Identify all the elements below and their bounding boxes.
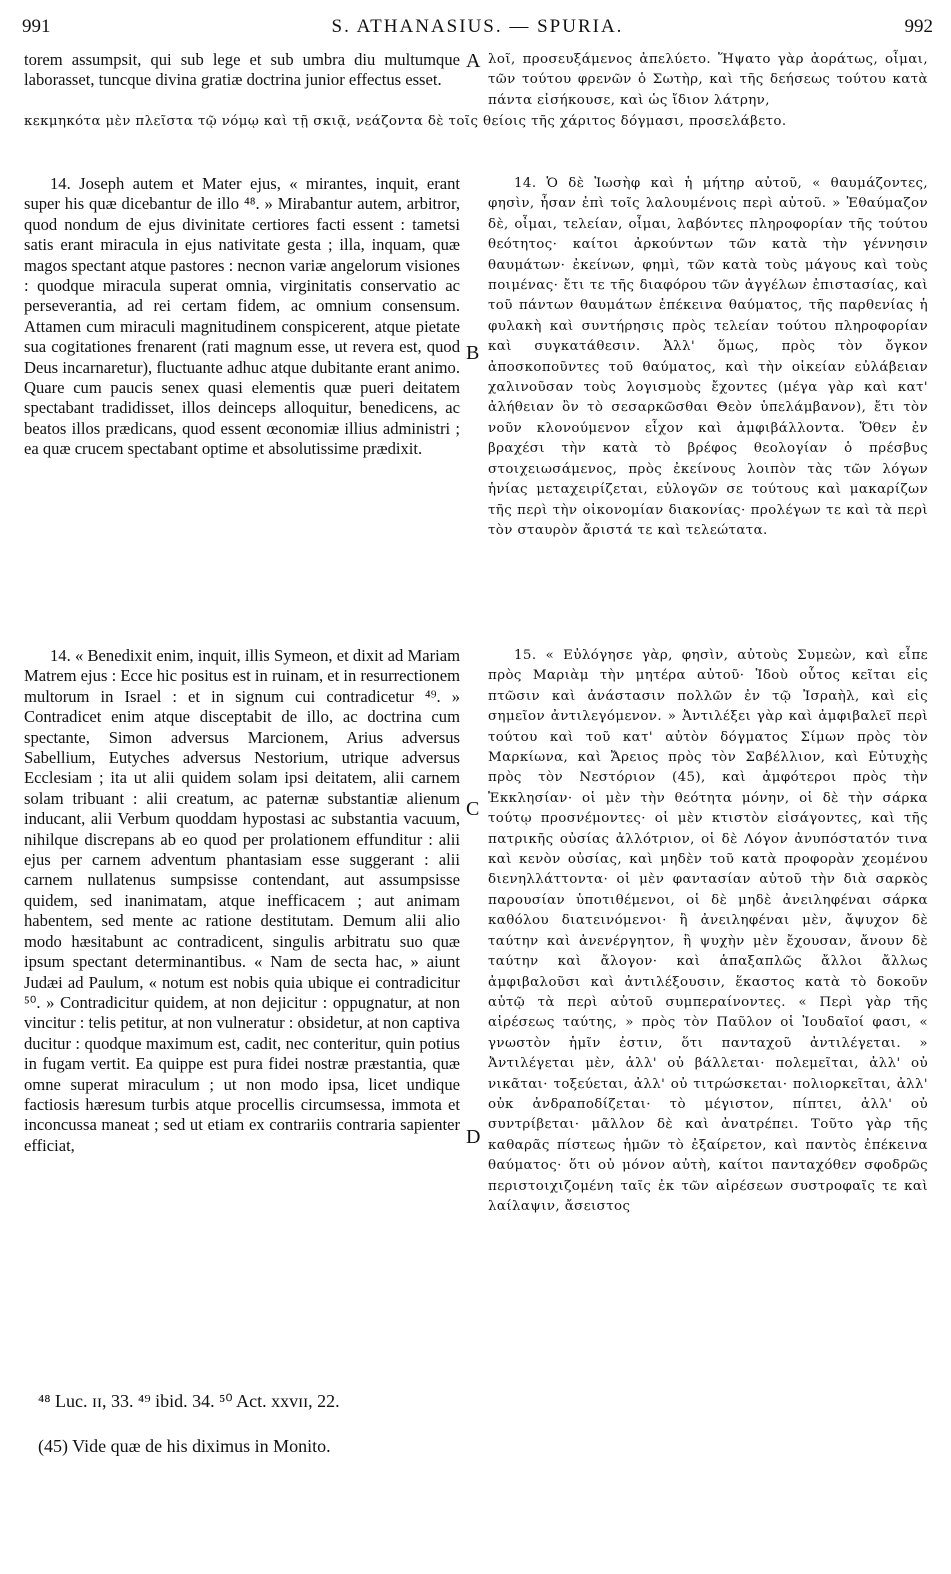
margin-marker-b: B	[466, 342, 480, 364]
greek-full-width-line	[24, 112, 930, 132]
greek-paragraph-top: λοῖ, προσευξάμενος ἀπελύετο. Ἥψατο γὰρ ἀοράτως, οἶμαι, τῶν τούτου φρενῶν ὁ Σωτὴρ, καὶ τῆς δεήσεως τούτου κατὰ πάντα εἰσήκουσε, καὶ ὡς ἴδιον λάτρην,	[488, 52, 928, 108]
margin-marker-d: D	[466, 1126, 481, 1148]
latin-paragraph-top: torem assumpsit, qui sub lege et sub umbra diu multumque laborasset, tuncque divina gratiæ doctrina junior effectus esset.	[24, 50, 460, 90]
greek-section-15-paragraph: 15. « Εὐλόγησε γὰρ, φησὶν, αὐτοὺς Συμεὼν, καὶ εἶπε πρὸς Μαριὰμ τὴν μητέρα αὐτοῦ· Ἰδοὺ οὗτος κεῖται εἰς πτῶσιν καὶ ἀνάστασιν πολλῶν ἐν τῷ Ἰσραὴλ, καὶ εἰς σημεῖον ἀντιλεγόμενον. » Ἀντιλέξει γὰρ καὶ ἀμφιβαλεῖ περὶ τούτου καὶ τοῦ κατ' αὐτὸν δόγματος Σίμων πρὸς τὸν Μαρκίωνα, καὶ Ἄρειος πρὸς τὸν Σαβέλλιον, καὶ Εὐτυχὴς πρὸς τὸν Νεστόριον (45), καὶ ἀμφότεροι πρὸς τὴν Ἐκκλησίαν· οἱ μὲν τὴν θεότητα μόνην, οἱ δὲ τὴν σάρκα τούτῳ προσνέμοντες· οἱ μὲν κτιστὸν εἰσάγοντες, καὶ τῆς πατρικῆς οὐσίας ἀλλότριον, οἱ δὲ Λόγον ἀνυπόστατόν τινα καὶ κενὸν οὐσίας, καὶ μηδὲν τοῦ κατὰ προφορὰν χεομένου διενηλλάττοντα· οἱ μὲν φαντασίαν αὐτοῦ τὴν διὰ σαρκὸς παρουσίαν ὑποτιθέμενοι, οἱ δὲ μηδὲ ἀνειληφέναι σάρκα καθόλου διατεινόμενοι· ἢ ἀνειληφέναι μὲν, ἄψυχον δὲ ταύτην καὶ ἀνενέργητον, ἢ ψυχὴν μὲν ἔχουσαν, ἄνουν δὲ ταύτην καὶ ἄλογον· καὶ ἁπαξαπλῶς ἄλλοι ἄλλως ἀμφιβαλοῦσι καὶ ἀντιλέξουσιν, ἕκαστος κατὰ τὸ δοκοῦν αὐτῷ τὰ περὶ αὐτοῦ συμπεραίνοντες. « Περὶ γὰρ τῆς αἱρέσεως ταύτης, » πρὸς τὸν Παῦλον οἱ Ἰουδαῖοί φασι, « γνωστὸν ἡμῖν ἐστιν, ὅτι πανταχοῦ ἀντιλέγεται. » Ἀντιλέγεται μὲν, ἀλλ' οὐ βάλλεται· πολεμεῖται, ἀλλ' οὐ νικᾶται· τοξεύεται, ἀλλ' οὐ τιτρώσκεται· πολιορκεῖται, ἀλλ' οὐκ ἀνδραποδίζεται· τὸ μέγιστον, πίπτει, ἀλλ' οὐ συντρίβεται· μᾶλλον δὲ καὶ ἀνατρέπει. Τοῦτο γὰρ τῆς καθαρᾶς πίστεως ἡμῶν τὸ ἐξαίρετον, καὶ παντὸς ἐπέκεινα θαύματος· ὅτι οὐ μόνον αὐτὴ, καίτοι πανταχόθεν σφοδρῶς περιστοιχιζομένη ταῖς ἐκ τῶν αἱρέσεων συστροφαῖς τε καὶ λαίλαψιν, ἄσειστος	[488, 648, 928, 1214]
greek-section-14-column	[488, 174, 928, 541]
latin-section-14-column	[24, 174, 460, 460]
greek-full-width-text: κεκμηκότα μὲν πλεῖστα τῷ νόμῳ καὶ τῇ σκιᾷ, νεάζοντα δὲ τοῖς θείοις τῆς χάριτος δόγμασι, προσελάβετο.	[24, 114, 787, 129]
greek-section-14-paragraph: 14. Ὁ δὲ Ἰωσὴφ καὶ ἡ μήτηρ αὐτοῦ, « θαυμάζοντες, φησὶν, ἦσαν ἐπὶ τοῖς λαλουμένοις περὶ αὐτοῦ. » Ἐθαύμαζον δὲ, οἶμαι, τελείαν, οἶμαι, λαβόντες πληροφορίαν τῆς τούτου θεότητος· καίτοι ἀρκούντων τῶν κατὰ τὴν γέννησιν θαυμάτων· ἐκείνων, φημὶ, τῶν κατὰ τοὺς μάγους καὶ τοὺς ποιμένας· ἔτι τε τῆς διαφόρου τῶν ἀγγέλων ἐπιστασίας, καὶ τοῦ πάντων θαυμάτων ἐπέκεινα θαύματος, τῆς παρθενίας ἡ φυλακὴ καὶ συντήρησις πρὸς τελείαν τούτου πληροφορίαν καὶ συγκατάθεσιν. Ἀλλ' ὅμως, πρὸς τὸν ὄγκον ἀποσκοποῦντες τοῦ θαύματος, καὶ τὴν οἰκείαν εὐλάβειαν χαλινοῦσαν τοὺς λογισμοὺς ἔχοντες (μέγα γὰρ καὶ κατ' ἀλήθειαν ὂν τὸ σεσαρκῶσθαι Θεὸν ὑπελάμβανον), ἔτι τὸν νοῦν κλονούμενον εἶχον καὶ ἀμφιβάλλοντα. Ὅθεν ἐν βραχέσι τὴν κατὰ τὸ βρέφος θεολογίαν ὁ πρέσβυς στοιχειωσάμενος, πρὸς ἐκείνους λοιπὸν τὰς τῶν λόγων ἡνίας μεταχειρίζεται, εὐλογῶν σε τούτους καὶ μακαρίζων τῆς περὶ τὴν οἰκονομίαν διακονίας· προλέγων τε καὶ τὰ περὶ τὸν σταυρὸν ἄριστά τε καὶ τελεώτατα.	[488, 176, 928, 538]
latin-section-15-column	[24, 646, 460, 1156]
margin-marker-c: C	[466, 798, 480, 820]
greek-section-15-column	[488, 646, 928, 1217]
footnote-45: (45) Vide quæ de his diximus in Monito.	[38, 1436, 331, 1456]
page-header	[22, 16, 933, 42]
footnote-references: ⁴⁸ Luc. ɪɪ, 33. ⁴⁹ ibid. 34. ⁵⁰ Act. xxvɪɪ, 22.	[38, 1391, 340, 1411]
latin-column-top	[24, 50, 460, 91]
margin-marker-a: A	[466, 50, 481, 72]
latin-section-15-paragraph: 14. « Benedixit enim, inquit, illis Symeon, et dixit ad Mariam Matrem ejus : Ecce hic positus est in ruinam, et in resurrectionem multorum in Israel : et in signum cui contradicetur ⁴⁹. » Contradicet enim atque disceptabit de illo, ac doctrina cum spectante, Simon adversus Marcionem, Arius adversus Sabellium, Eutyches adversus Nestorium, utrique adversus Ecclesiam ; ita ut alii quidem solam ipsi deitatem, alii carnem solam tribuant : alii creatum, ac paternæ substantiæ alienum inducant, alii Verbum quoddam hypostasi ac substantia vacuum, nihilque discrepans ab eo quod per prolationem effunditur : alii ejus per carnem adventum phantasiam esse suggerant : alii carnem nullatenus sumpsisse contendant, aut assumpsisse quidem, sed inanimatam, atque inefficacem ; aut animam habentem, sed mente ac ratione destitutam. Demum alii alio modo hæsitabunt ac contradicent, singulis arbitratu suo quæ ipsum spectant determinantibus. « Nam de secta hac, » aiunt Judæi ad Paulum, « notum est nobis quia ubique ei contradicitur ⁵⁰. » Contradicitur quidem, at non dejicitur : oppugnatur, at non vincitur : telis petitur, at non vulneratur : obsidetur, at non captiva ducitur : quodque maximum est, cadit, nec conteritur, quin potius in fugam vertit. Ea quippe est pura fidei nostræ præstantia, quæ omne superat miraculum ; ut non modo ipsa, licet undique factiosis hæresum turbis atque procellis circumsessa, immota et inconcussa maneat ; sed ut etiam ex contrariis contraria sapienter efficiat,	[24, 646, 460, 1155]
latin-section-14-paragraph: 14. Joseph autem et Mater ejus, « mirantes, inquit, erant super his quæ dicebantur de illo ⁴⁸. » Mirabantur autem, arbitror, quod nondum de ejus divinitate certiores facti essent : tametsi satis erant miracula in ejus nativitate gesta ; illa, inquam, quæ magos spectant atque pastores : necnon variæ angelorum visiones : quodque miracula superat omnia, virginitatis conservatio ac perseverantia, ad rei certam fidem, ac omnium consensum. Attamen cum miraculi magnitudinem conspicerent, atque pietate sua cogitationes frenarent (rati magnum esse, ut revera est, quod Deus incarnaretur), fluctuante adhuc atque dubitante erant animo. Quare cum paucis senex quasi elementis quæ pueri deitatem spectabant tradidisset, illos deinceps alloquitur, benedicens, ac beatos illos prædicans, quod essent œconomiæ illius administri ; ea quæ crucem spectabant optime et absolutissime prædixit.	[24, 174, 460, 459]
right-page-number: 992	[904, 16, 933, 37]
greek-column-top	[488, 50, 928, 111]
left-page-number: 991	[22, 16, 51, 37]
running-title: S. ATHANASIUS. — SPURIA.	[331, 16, 624, 37]
